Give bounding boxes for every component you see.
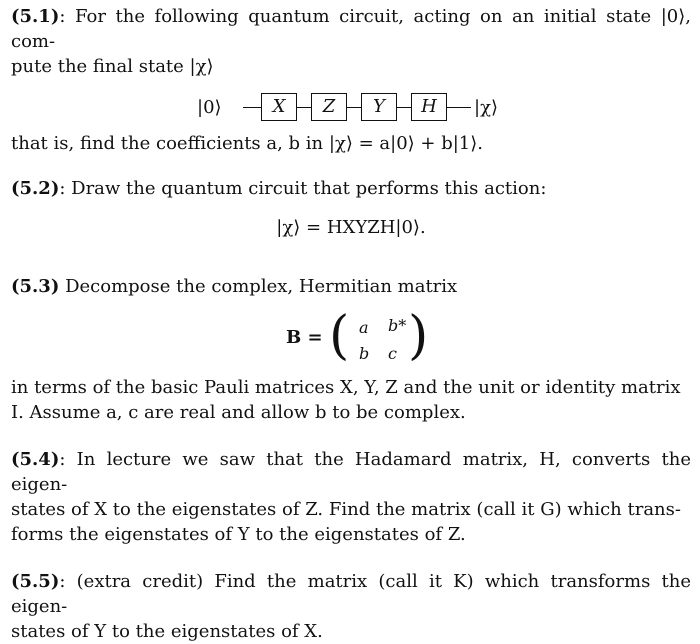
- circuit-input-state: |0⟩: [197, 97, 222, 118]
- problem-text-line: : (extra credit) Find the matrix (call it K) which transforms the eigen-: [11, 571, 691, 617]
- gate-h: H: [411, 93, 447, 121]
- problem-text-line: states of Y to the eigenstates of X.: [11, 621, 323, 642]
- circuit-output-state: |χ⟩: [474, 97, 498, 118]
- problem-5-5-text: [11, 569, 691, 644]
- problem-number: (5.4): [11, 449, 60, 470]
- problem-text-line: : For the following quantum circuit, acting on an initial state |0⟩, com-: [11, 6, 691, 52]
- problem-5-2-equation: |χ⟩ = HXYZH|0⟩.: [276, 217, 426, 238]
- problem-text-line: : Draw the quantum circuit that performs this action:: [59, 178, 547, 199]
- problem-5-3: [11, 274, 691, 425]
- problem-5-3-text: [11, 274, 691, 299]
- gate-y: Y: [361, 93, 397, 121]
- problem-5-5: [11, 569, 691, 644]
- problem-5-4-text: [11, 447, 691, 547]
- matrix-cell: b*: [388, 316, 407, 335]
- problem-number: (5.1): [11, 6, 60, 27]
- matrix-lhs: B =: [286, 327, 323, 348]
- problem-5-3-after: [11, 375, 691, 425]
- gate-z: Z: [311, 93, 347, 121]
- problem-number: (5.5): [11, 571, 60, 592]
- problem-5-2: [11, 176, 691, 240]
- problem-text-line: pute the final state |χ⟩: [11, 56, 214, 77]
- right-paren: ): [408, 306, 429, 366]
- problem-page: [11, 4, 691, 644]
- problem-number: (5.3): [11, 276, 60, 297]
- problem-5-4: [11, 447, 691, 547]
- problem-5-2-text: [11, 176, 691, 201]
- problem-text-line: Decompose the complex, Hermitian matrix: [59, 276, 458, 297]
- problem-text-line: in terms of the basic Pauli matrices X, Y, Z and the unit or identity matrix: [11, 377, 681, 398]
- problem-text-line: I. Assume a, c are real and allow b to be complex.: [11, 402, 466, 423]
- matrix-cell: a: [359, 318, 369, 337]
- gate-x: X: [261, 93, 297, 121]
- problem-5-1-text: [11, 4, 691, 79]
- problem-number: (5.2): [11, 178, 60, 199]
- problem-5-1-after: that is, find the coefficients a, b in |χ⟩ = a|0⟩ + b|1⟩.: [11, 133, 483, 154]
- problem-text-line: states of X to the eigenstates of Z. Find the matrix (call it G) which trans-: [11, 499, 681, 520]
- quantum-circuit: [11, 87, 691, 125]
- left-paren: (: [329, 306, 350, 366]
- problem-5-1: [11, 4, 691, 156]
- matrix-cell: b: [359, 344, 370, 363]
- problem-text-line: forms the eigenstates of Y to the eigenstates of Z.: [11, 524, 466, 545]
- problem-text-line: : In lecture we saw that the Hadamard matrix, H, converts the eigen-: [11, 449, 691, 495]
- matrix-cell: c: [388, 344, 397, 363]
- matrix-equation: [11, 306, 691, 367]
